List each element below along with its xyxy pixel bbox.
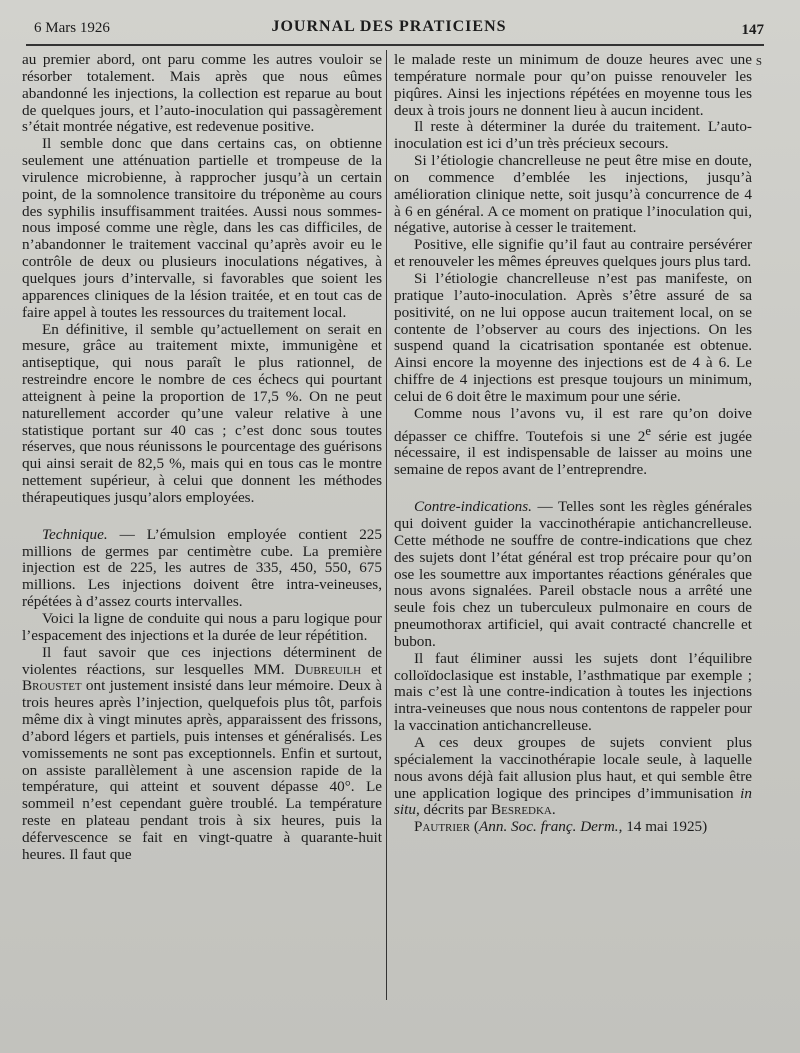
- technique-paragraph: [22, 527, 382, 611]
- journal-title: JOURNAL DES PRATICIENS: [271, 18, 507, 35]
- author-name: Dubreuilh: [294, 660, 362, 678]
- superscript: e: [645, 423, 652, 438]
- right-column: [394, 52, 752, 836]
- paragraph-text: .: [551, 801, 556, 819]
- page-number: 147: [741, 22, 764, 38]
- signature: [394, 819, 752, 836]
- paragraph-text: Comme nous l’avons vu, il est rare qu’on doive dépasser ce chiffre. Toutefois si une 2: [394, 404, 752, 445]
- paragraph: Si l’étiologie chancrelleuse n’est pas manifeste, on pratique l’auto-inoculation. Après s’être assuré de sa positivité, on ne lui oppose aucun traitement local, on se contente de l’observer au cours des injections. On les suspend quand la cicatrisation spontanée est obtenue. Ainsi encore la moyenne des injections est de 4 à 6. Le chiffre de 4 injections est presque toujours un minimum, celui de 6 doit être le maximum pour une série.: [394, 269, 752, 405]
- signature-text: , 14 mai 1925): [618, 818, 708, 836]
- left-column: [22, 52, 382, 864]
- paragraph: Il reste à déterminer la durée du traitement. L’auto-inoculation est ici d’un très précieux secours.: [394, 118, 752, 153]
- paragraph: Il semble donc que dans certains cas, on obtienne seulement une atténuation partielle et trompeuse de la virulence microbienne, à rapprocher jusqu’à un certain point, de la somnolence transitoire du tréponème au cours des syphilis insuffisamment traitées. Aussi nous sommes-nous imposé comme une règle, dans les cas difficiles, de n’abandonner le traitement vaccinal qu’après avoir eu le contrôle de deux ou plusieurs inoculations négatives, à quelques jours d’intervalle, si favorables que soient les apparences cliniques de la lésion traitée, et en tout cas de faire appel à toutes les ressources du traitement local.: [22, 135, 382, 321]
- paragraph: Il faut éliminer aussi les sujets dont l’équilibre colloïdoclasique est instable, l’asthmatique par exemple ; mais c’est là une contre-indication à toutes les injections intra-veineuses que nous nous contentons de rappeler pour la vaccination antichancrelleuse.: [394, 649, 752, 735]
- paragraph: [22, 645, 382, 864]
- section-label-contre-indications: Contre-indications.: [414, 498, 532, 516]
- paragraph: le malade reste un minimum de douze heures avec une température normale pour qu’on puisse renouveler les piqûres. Ainsi les injections répétées en moyenne tous les deux à trois jours ne donnent lieu à aucun incident.: [394, 51, 752, 119]
- paragraph-text: A ces deux groupes de sujets convient plus spécialement la vaccinothérapie locale seule, à laquelle nous avons déjà fait allusion plus haut, et qui semble être une application logique des principes d’immunisation: [394, 733, 752, 802]
- paragraph: Si l’étiologie chancrelleuse ne peut être mise en doute, on commence d’emblée les injections, jusqu’à amélioration clinique nette, soit jusqu’à concurrence de 4 à 6 en général. A ce moment on pratique l’inoculation qui, négative, autorise à cesser le traitement.: [394, 152, 752, 237]
- paragraph-text: série est jugée nécessaire, il est indispensable de laisser au moins une semaine de repos avant de l’entreprendre.: [394, 427, 752, 479]
- paragraph-text: — L’émulsion employée contient 225 millions de germes par centimètre cube. La première injection est de 225, les autres de 335, 450, 550, 675 millions. Les injections doivent être intra-veineuses, répétées à d’assez courts intervalles.: [22, 525, 382, 611]
- issue-date: 6 Mars 1926: [34, 20, 110, 36]
- margin-mark: S: [755, 56, 762, 68]
- paragraph-text: , décrits par: [415, 801, 492, 819]
- paragraph: [394, 735, 752, 819]
- paragraph-text: — Telles sont les règles générales qui doivent guider la vaccinothérapie antichancrelleuse. Cette méthode ne souffre de contre-indications que chez des sujets dont l’état général est trop précaire pour qu’on ose les soumettre aux importantes réactions générales que nous avons signalées. Pareil obstacle nous a arrêté une seule fois chez un tuberculeux pulmonaire en cours de pneumothorax artificiel, qui avait contracté chancrelle et bubon.: [394, 498, 752, 650]
- signature-author: Pautrier: [414, 818, 471, 836]
- author-name: Broustet: [22, 677, 82, 695]
- paragraph-text: Il faut savoir que ces injections déterminent de violentes réactions, sur lesquelles MM.: [22, 643, 382, 678]
- paragraph-text: ont justement insisté dans leur mémoire. Deux à trois heures après l’injection, quelquefois plus tôt, parfois même dix à vingt minutes après, apparaissent des frissons, d’abord légers et partiels, puis intenses et généralisés. Les vomissements ne sont pas exceptionnels. Enfin et surtout, on assiste parallèlement à une ascension rapide de la température, qui atteint et souvent dépasse 40°. Le sommeil n’est cependant guère troublé. La température reste en plateau pendant trois à six heures, puis la défervescence se fait en vingt-quatre à quarante-huit heures. Il faut que: [22, 677, 382, 863]
- section-label-technique: Technique.: [42, 525, 108, 543]
- paragraph-text: et: [361, 660, 382, 678]
- paragraph: au premier abord, ont paru comme les autres vouloir se résorber totalement. Mais après que nous eûmes abandonné les injections, la collection est reparue au bout de quelques jours, et l’auto-inoculation qui passagèrement s’était montrée négative, est redevenue positive.: [22, 51, 382, 136]
- paragraph: En définitive, il semble qu’actuellement on serait en mesure, grâce au traitement mixte, immunigène et antiseptique, qui nous paraît le plus rationnel, de restreindre encore le nombre de ces échecs qui pourtant atteignent à peine la proportion de 17,5 %. On ne peut naturellement accorder qu’une valeur relative à une statistique portant sur 40 cas ; c’est donc sous toutes réserves, que nous réunissons le pourcentage des guérisons qui ainsi serait de 82,5 %, mais qui en tous cas le montre nettement supérieur, à celui que donnent les méthodes thérapeutiques jusqu’alors employées.: [22, 320, 382, 506]
- signature-text: (: [470, 818, 479, 836]
- contre-indications-paragraph: [394, 499, 752, 651]
- paragraph: [394, 406, 752, 479]
- signature-reference: Ann. Soc. franç. Derm.: [478, 818, 619, 836]
- author-name: Besredka: [491, 801, 552, 819]
- column-divider: [386, 50, 387, 1000]
- italic-term: in situ: [394, 784, 752, 819]
- paragraph: Positive, elle signifie qu’il faut au contraire persévérer et renouveler les mêmes épreuves quelques jours plus tard.: [394, 236, 752, 271]
- paragraph: Voici la ligne de conduite qui nous a paru logique pour l’espacement des injections et la durée de leur répétition.: [22, 610, 382, 644]
- page-header: [34, 18, 764, 42]
- header-rule: [26, 44, 764, 46]
